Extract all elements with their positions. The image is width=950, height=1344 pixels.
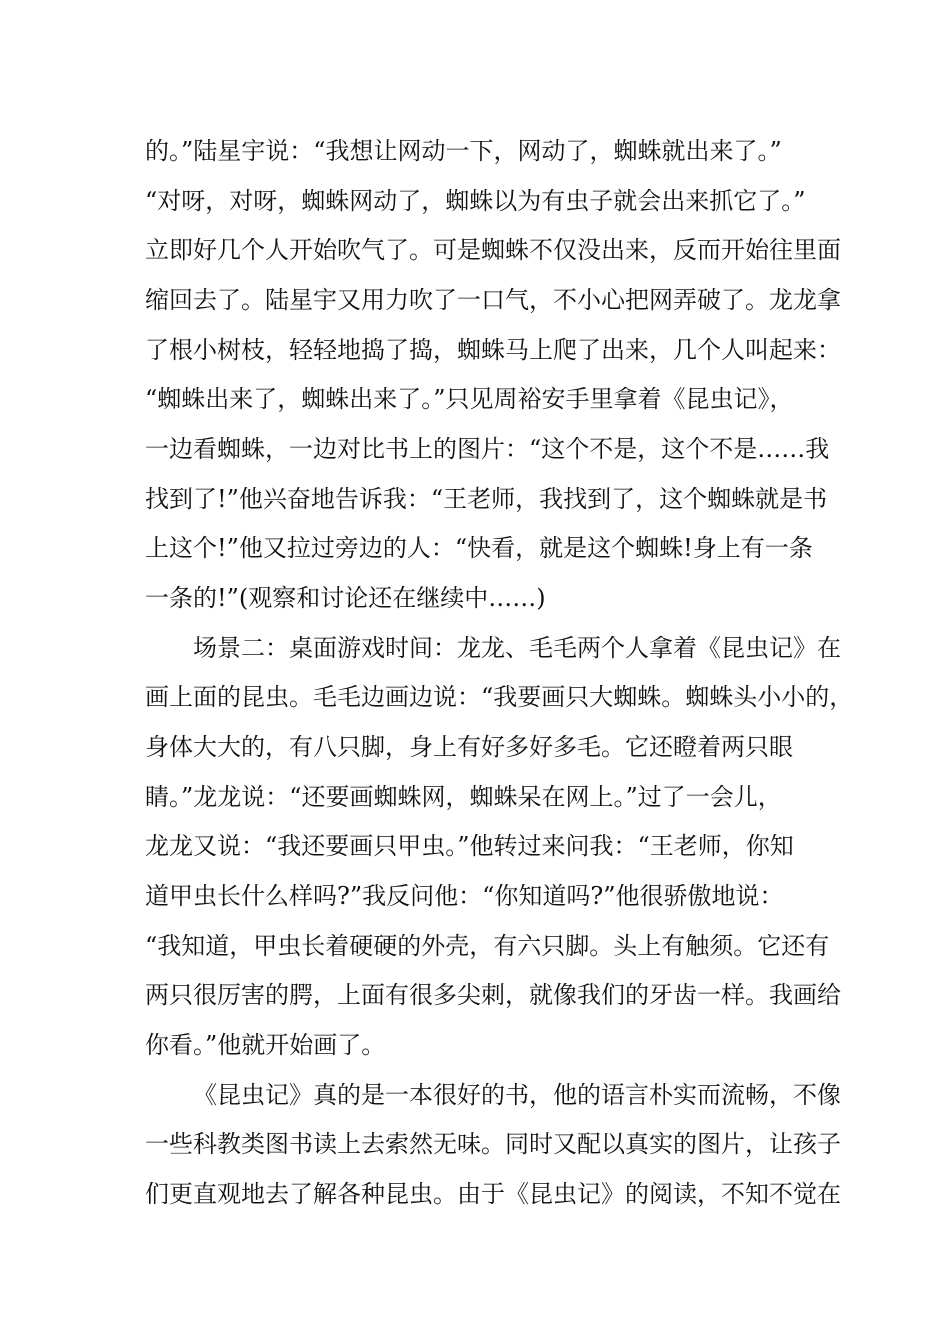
text-line: 上这个!”他又拉过旁边的人：“快看，就是这个蜘蛛!身上有一条 xyxy=(145,534,813,562)
text-line: “蜘蛛出来了，蜘蛛出来了。”只见周裕安手里拿着《昆虫记》， xyxy=(145,385,794,413)
text-line: “我知道，甲虫长着硬硬的外壳，有六只脚。头上有触须。它还有 xyxy=(145,932,830,960)
text-line: 你看。”他就开始画了。 xyxy=(145,1031,386,1059)
text-line: 画上面的昆虫。毛毛边画边说：“我要画只大蜘蛛。蜘蛛头小小的， xyxy=(145,683,854,711)
text-line: 两只很厉害的腭，上面有很多尖刺，就像我们的牙齿一样。我画给 xyxy=(145,981,841,1009)
paragraph-start-line: 《昆虫记》真的是一本很好的书，他的语言朴实而流畅，不像 xyxy=(193,1081,841,1109)
text-line: “对呀，对呀，蜘蛛网动了，蜘蛛以为有虫子就会出来抓它了。” xyxy=(145,187,806,215)
text-line: 一条的!”(观察和讨论还在继续中……) xyxy=(145,584,546,612)
text-line: 龙龙又说：“我还要画只甲虫。”他转过来问我：“王老师，你知 xyxy=(145,832,794,860)
text-line: 的。”陆星宇说：“我想让网动一下，网动了，蜘蛛就出来了。” xyxy=(145,137,782,165)
text-line: 了根小树枝，轻轻地捣了捣，蜘蛛马上爬了出来，几个人叫起来： xyxy=(145,336,841,364)
text-line: 缩回去了。陆星宇又用力吹了一口气，不小心把网弄破了。龙龙拿 xyxy=(145,286,841,314)
paragraph-start-line: 场景二：桌面游戏时间：龙龙、毛毛两个人拿着《昆虫记》在 xyxy=(193,634,841,662)
text-line: 一边看蜘蛛，一边对比书上的图片：“这个不是，这个不是……我 xyxy=(145,435,830,463)
text-line: 找到了!”他兴奋地告诉我：“王老师，我找到了，这个蜘蛛就是书 xyxy=(145,485,828,513)
text-line: 们更直观地去了解各种昆虫。由于《昆虫记》的阅读，不知不觉在 xyxy=(145,1180,841,1208)
text-line: 身体大大的，有八只脚，身上有好多好多毛。它还瞪着两只眼 xyxy=(145,733,793,761)
text-line: 道甲虫长什么样吗?”我反问他：“你知道吗?”他很骄傲地说： xyxy=(145,882,784,910)
text-line: 立即好几个人开始吹气了。可是蜘蛛不仅没出来，反而开始往里面 xyxy=(145,236,841,264)
text-line: 一些科教类图书读上去索然无味。同时又配以真实的图片，让孩子 xyxy=(145,1130,841,1158)
text-line: 睛。”龙龙说：“还要画蜘蛛网，蜘蛛呆在网上。”过了一会儿， xyxy=(145,783,782,811)
